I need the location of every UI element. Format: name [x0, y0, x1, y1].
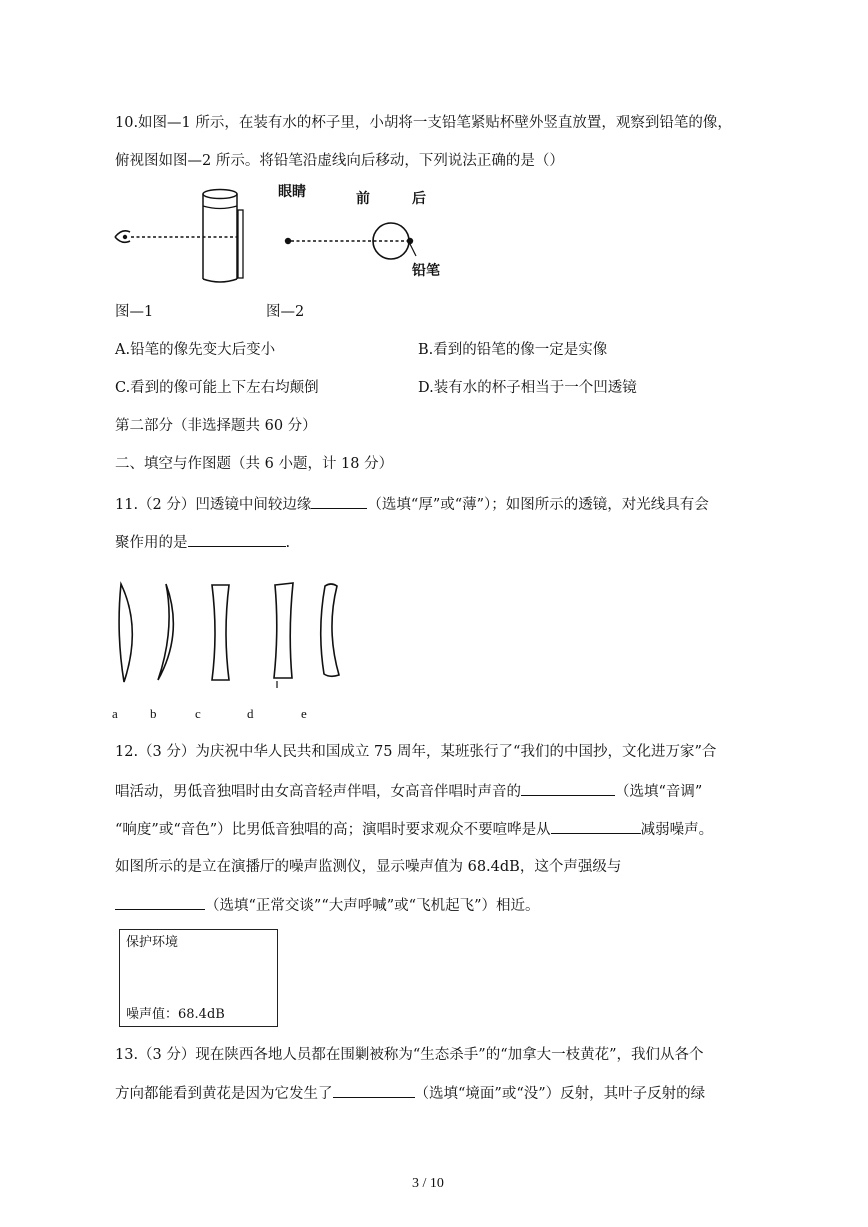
lens-a [119, 584, 132, 682]
q12-line2-b: （选填“音调” [615, 784, 703, 800]
q10-line2: 俯视图如图—2 所示。将铅笔沿虚线向后移动，下列说法正确的是（） [115, 153, 564, 169]
lens-b [158, 584, 173, 680]
lens-label-d: d [247, 706, 254, 721]
q12-line2-a: 唱活动，男低音独唱时由女高音轻声伴唱，女高音伴唱时声音的 [115, 784, 521, 800]
q10-line1: 10.如图—1 所示，在装有水的杯子里，小胡将一支铅笔紧贴杯壁外竖直放置，观察到铅笔的像， [115, 115, 732, 131]
q11-line1 [115, 494, 709, 515]
q12-line5 [115, 895, 539, 916]
q13-line1: 13.（3 分）现在陕西各地人员都在围剿被称为“生态杀手”的“加拿大一枝黄花”，我们从各个 [115, 1047, 704, 1063]
lens-figure [112, 578, 352, 693]
part2-heading: 第二部分（非选择题共 60 分） [115, 418, 317, 434]
q12-blank-1[interactable] [521, 781, 615, 796]
lens-c [212, 585, 229, 680]
q11-line2 [115, 532, 290, 553]
figure-2 [282, 212, 422, 272]
q12-line1: 12.（3 分）为庆祝中华人民共和国成立 75 周年，某班张行了“我们的中国抄，文化进万家”合 [115, 744, 717, 760]
q13-line2-b: （选填“境面”或“没”）反射，其叶子反射的绿 [414, 1086, 706, 1102]
q11-line1-b: （选填“厚”或“薄”）；如图所示的透镜，对光线具有会 [367, 497, 709, 513]
q11-blank-1[interactable] [311, 494, 367, 509]
q11-line1-a: 11.（2 分）凹透镜中间较边缘 [115, 497, 312, 513]
fig2-caption: 图—2 [266, 304, 305, 320]
q13-line2 [115, 1083, 705, 1104]
q13-blank-1[interactable] [333, 1083, 415, 1098]
q13-line2-a: 方向都能看到黄花是因为它发生了 [115, 1086, 333, 1102]
q11-blank-2[interactable] [188, 532, 286, 547]
pencil-point [407, 238, 413, 244]
lens-d [274, 583, 293, 678]
q12-blank-2[interactable] [551, 819, 641, 834]
noise-monitor-box [119, 929, 278, 1027]
q12-line4: 如图所示的是立在演播厅的噪声监测仪，显示噪声值为 68.4dB，这个声强级与 [115, 859, 622, 875]
fig2-pencil-label: 铅笔 [412, 263, 440, 279]
fig2-eye-label: 眼睛 [278, 184, 306, 200]
lens-label-a: a [112, 706, 118, 721]
fig1-caption: 图—1 [115, 304, 154, 320]
noise-monitor-title: 保护环境 [126, 935, 179, 950]
eye-icon [115, 231, 130, 243]
fig2-back-label: 后 [412, 191, 426, 207]
q11-line2-b: . [285, 535, 291, 551]
q10-option-b: B.看到的铅笔的像一定是实像 [418, 342, 608, 358]
noise-monitor-value: 噪声值：68.4dB [126, 1007, 225, 1022]
lens-label-c: c [195, 706, 201, 721]
q10-option-c: C.看到的像可能上下左右均颠倒 [115, 380, 319, 396]
figure-1 [112, 185, 252, 290]
q12-line3-a: “响度”或“音色”）比男低音独唱的高；演唱时要求观众不要喧哗是从 [115, 822, 551, 838]
lens-label-b: b [150, 706, 157, 721]
q11-line2-a: 聚作用的是 [115, 535, 188, 551]
q12-line3 [115, 819, 713, 840]
page-number: 3 / 10 [412, 1176, 444, 1191]
q10-option-a: A.铅笔的像先变大后变小 [115, 342, 276, 358]
q12-line5-text: （选填“正常交谈”“大声呼喊”或“飞机起飞”）相近。 [205, 898, 540, 914]
q10-option-d: D.装有水的杯子相当于一个凹透镜 [418, 380, 637, 396]
section2-heading: 二、填空与作图题（共 6 小题，计 18 分） [115, 456, 394, 472]
q12-line2 [115, 781, 702, 802]
lens-e [321, 584, 339, 676]
fig2-front-label: 前 [356, 191, 370, 207]
eye-point [285, 238, 291, 244]
q12-blank-3[interactable] [115, 895, 205, 910]
q12-line3-b: 减弱噪声。 [640, 822, 714, 838]
lens-label-e: e [301, 706, 307, 721]
